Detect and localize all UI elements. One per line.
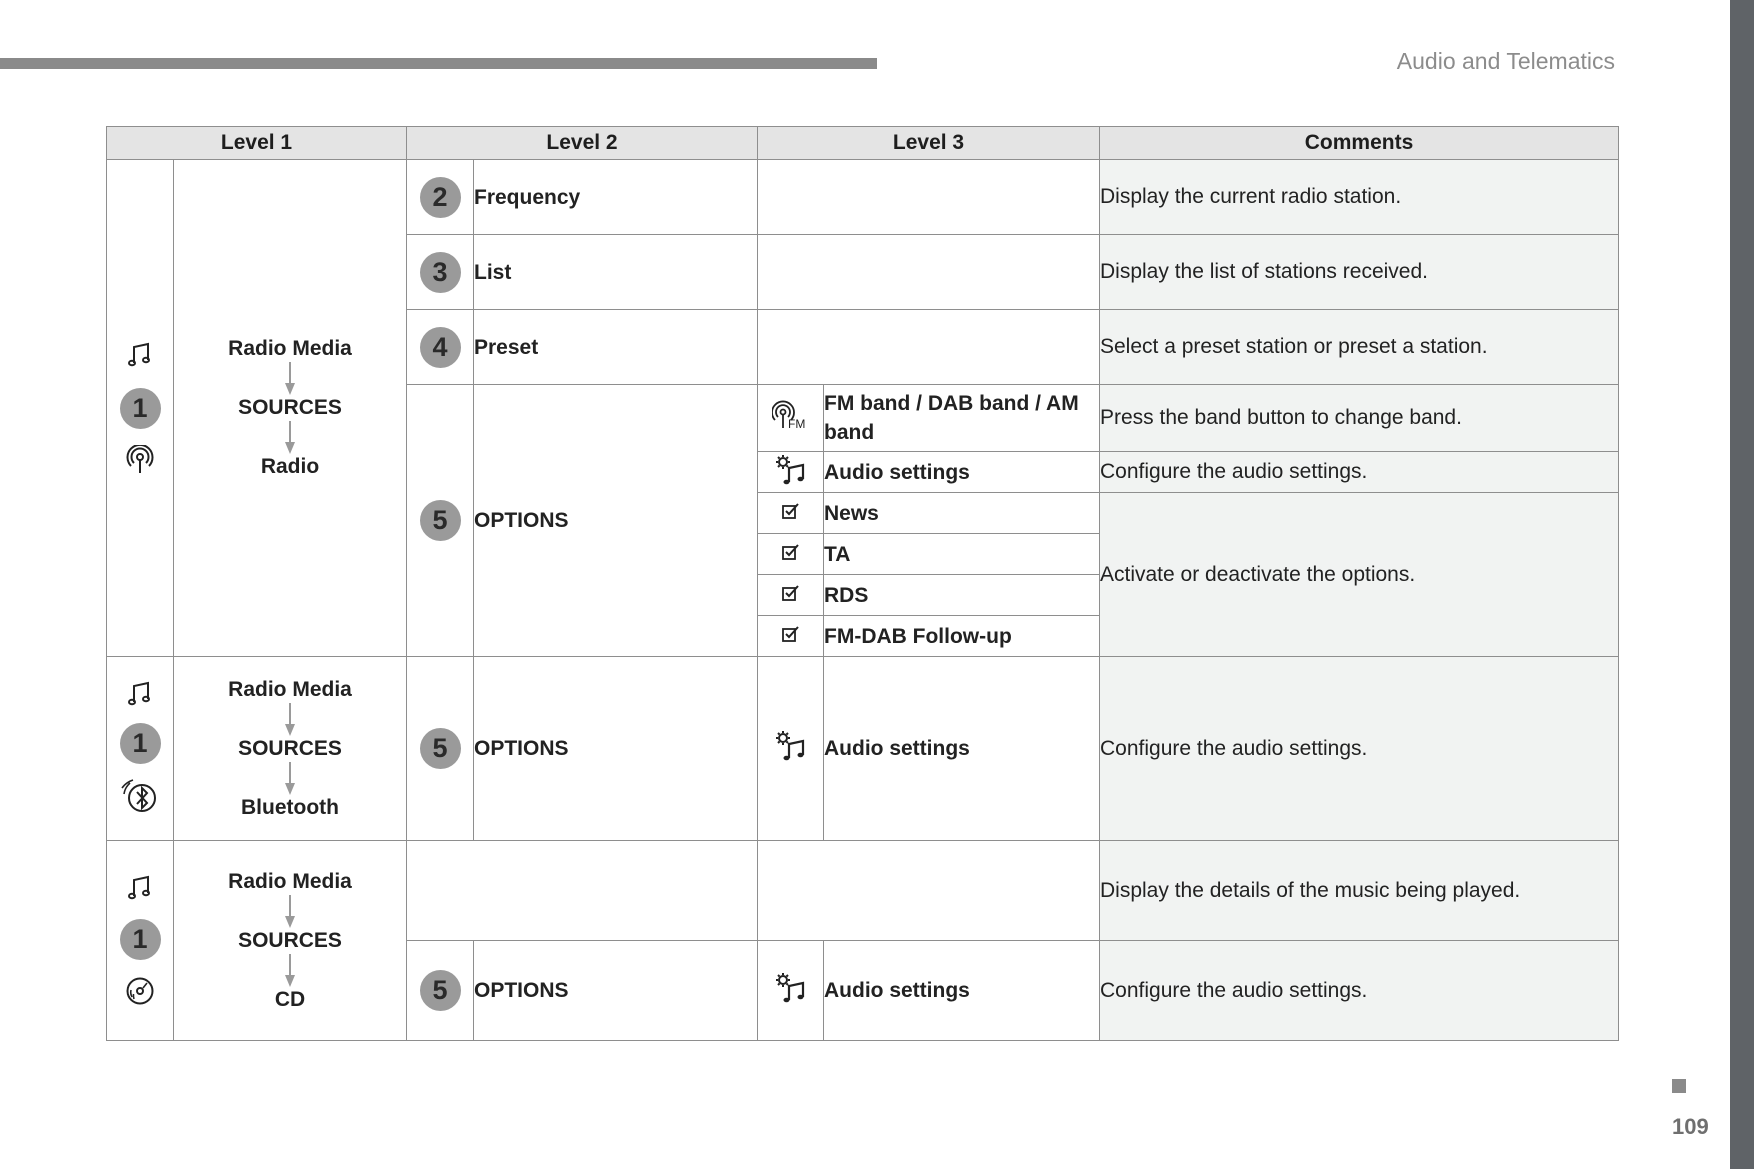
list-comment: Display the list of stations received. bbox=[1100, 235, 1619, 310]
preset-label: Preset bbox=[474, 310, 758, 385]
preset-comment: Select a preset station or preset a station. bbox=[1100, 310, 1619, 385]
ta-label: TA bbox=[824, 534, 1100, 575]
cd-level1-path bbox=[174, 841, 407, 1041]
radio-level1-icons bbox=[107, 160, 174, 657]
header-level3: Level 3 bbox=[758, 127, 1100, 160]
fmdab-label: FM-DAB Follow-up bbox=[824, 616, 1100, 657]
page-number: 109 bbox=[1672, 1114, 1709, 1139]
list-label: List bbox=[474, 235, 758, 310]
news-label: News bbox=[824, 493, 1100, 534]
bt-audio-icon-cell bbox=[758, 657, 824, 841]
band-comment: Press the band button to change band. bbox=[1100, 385, 1619, 452]
path-radio-media: Radio Media bbox=[228, 869, 352, 893]
header-level1: Level 1 bbox=[107, 127, 407, 160]
step-badge-5: 5 bbox=[420, 728, 461, 769]
step-badge-1: 1 bbox=[120, 723, 161, 764]
side-strip bbox=[1730, 0, 1754, 1169]
audio-settings-icon bbox=[774, 971, 808, 1005]
music-note-icon bbox=[127, 681, 153, 707]
cd-audio-settings-label: Audio settings bbox=[824, 941, 1100, 1041]
table-row bbox=[107, 657, 1619, 841]
checkbox-icon[interactable] bbox=[782, 503, 800, 519]
path-radio-media: Radio Media bbox=[228, 677, 352, 701]
arrow-down-icon bbox=[284, 703, 296, 736]
step-badge-4: 4 bbox=[420, 327, 461, 368]
checkbox-icon[interactable] bbox=[782, 585, 800, 601]
menu-table bbox=[106, 126, 1619, 1041]
preset-level3-empty bbox=[758, 310, 1100, 385]
header-comments: Comments bbox=[1100, 127, 1619, 160]
music-note-icon bbox=[127, 342, 153, 368]
rds-check-cell bbox=[758, 575, 824, 616]
path-radio-media: Radio Media bbox=[228, 337, 352, 360]
audio-settings-label: Audio settings bbox=[824, 452, 1100, 493]
band-label: FM band / DAB band / AM band bbox=[824, 385, 1100, 452]
step-badge-5: 5 bbox=[420, 500, 461, 541]
cd-options-label: OPTIONS bbox=[474, 941, 758, 1041]
header-level2: Level 2 bbox=[407, 127, 758, 160]
cd-audio-icon-cell bbox=[758, 941, 824, 1041]
cd-level2-empty bbox=[407, 841, 758, 941]
fmdab-check-cell bbox=[758, 616, 824, 657]
path-radio: Radio bbox=[260, 455, 320, 478]
section-title: Audio and Telematics bbox=[1396, 48, 1615, 74]
list-level3-empty bbox=[758, 235, 1100, 310]
preset-badge-cell bbox=[407, 310, 474, 385]
table-row bbox=[107, 160, 1619, 235]
cd-details-comment: Display the details of the music being played. bbox=[1100, 841, 1619, 941]
step-badge-3: 3 bbox=[420, 252, 461, 293]
bt-audio-settings-label: Audio settings bbox=[824, 657, 1100, 841]
header-bar bbox=[0, 58, 877, 69]
band-icon-cell bbox=[758, 385, 824, 452]
ta-check-cell bbox=[758, 534, 824, 575]
bt-options-label: OPTIONS bbox=[474, 657, 758, 841]
bluetooth-level1-path bbox=[174, 657, 407, 841]
bt-audio-comment: Configure the audio settings. bbox=[1100, 657, 1619, 841]
path-cd: CD bbox=[274, 987, 306, 1011]
table-row bbox=[107, 841, 1619, 941]
checkbox-icon[interactable] bbox=[782, 544, 800, 560]
checkbox-icon[interactable] bbox=[782, 626, 800, 642]
music-note-icon bbox=[127, 875, 153, 901]
options-label: OPTIONS bbox=[474, 385, 758, 657]
rds-label: RDS bbox=[824, 575, 1100, 616]
cd-options-badge-cell bbox=[407, 941, 474, 1041]
step-badge-5: 5 bbox=[420, 970, 461, 1011]
fm-band-icon bbox=[772, 400, 810, 432]
frequency-label: Frequency bbox=[474, 160, 758, 235]
arrow-down-icon bbox=[284, 762, 296, 795]
svg-text:FM: FM bbox=[787, 416, 805, 431]
audio-icon-cell bbox=[758, 452, 824, 493]
radio-antenna-icon bbox=[126, 445, 154, 475]
cd-level1-icons bbox=[107, 841, 174, 1041]
bt-options-badge-cell bbox=[407, 657, 474, 841]
bluetooth-icon bbox=[120, 776, 160, 816]
bluetooth-level1-icons bbox=[107, 657, 174, 841]
step-badge-2: 2 bbox=[420, 177, 461, 218]
audio-settings-comment: Configure the audio settings. bbox=[1100, 452, 1619, 493]
step-badge-1: 1 bbox=[120, 919, 161, 960]
arrow-down-icon bbox=[284, 895, 296, 928]
frequency-comment: Display the current radio station. bbox=[1100, 160, 1619, 235]
options-badge-cell bbox=[407, 385, 474, 657]
cd-audio-comment: Configure the audio settings. bbox=[1100, 941, 1619, 1041]
audio-settings-icon bbox=[774, 729, 808, 763]
news-check-cell bbox=[758, 493, 824, 534]
toggle-options-comment: Activate or deactivate the options. bbox=[1100, 493, 1619, 657]
arrow-down-icon bbox=[284, 954, 296, 987]
list-badge-cell bbox=[407, 235, 474, 310]
cd-level3-empty bbox=[758, 841, 1100, 941]
step-badge-1: 1 bbox=[120, 388, 161, 429]
path-sources: SOURCES bbox=[238, 928, 342, 952]
arrow-down-icon bbox=[284, 362, 296, 395]
arrow-down-icon bbox=[284, 421, 296, 454]
path-sources: SOURCES bbox=[238, 736, 342, 760]
radio-level1-path bbox=[174, 160, 407, 657]
frequency-badge-cell bbox=[407, 160, 474, 235]
path-sources: SOURCES bbox=[238, 396, 342, 419]
audio-settings-icon bbox=[774, 453, 808, 487]
path-bluetooth: Bluetooth bbox=[241, 795, 339, 819]
table-header-row bbox=[107, 127, 1619, 160]
frequency-level3-empty bbox=[758, 160, 1100, 235]
cd-disc-icon bbox=[125, 976, 155, 1006]
page-marker bbox=[1672, 1079, 1686, 1093]
